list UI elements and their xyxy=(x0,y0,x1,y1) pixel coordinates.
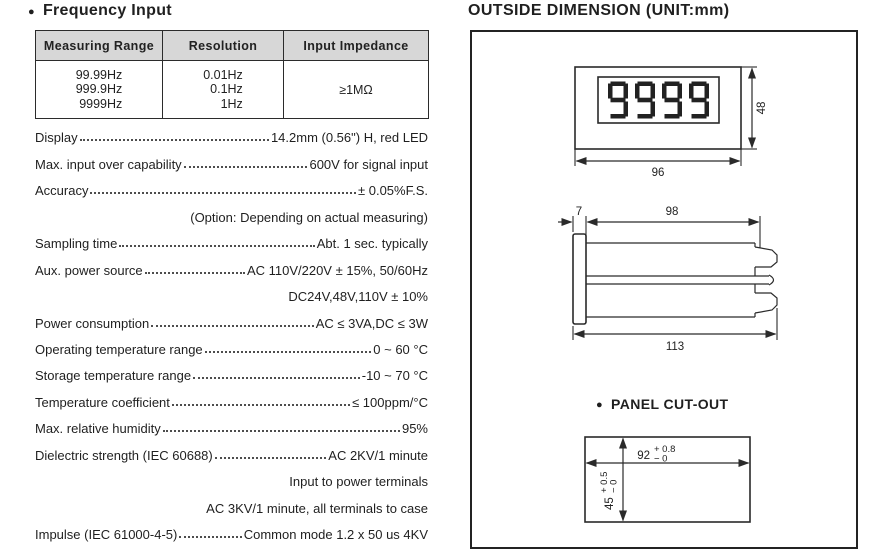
dimension-drawing-box xyxy=(470,30,858,549)
spec-row-dielectric-note1 xyxy=(35,468,428,494)
dim-label-45: 45 xyxy=(604,497,616,510)
section-title-text: Frequency Input xyxy=(42,2,172,19)
dotted-leader xyxy=(80,139,269,141)
spec-row-impulse xyxy=(35,521,428,547)
dim-label-96: 96 xyxy=(651,167,665,179)
range-1: 99.99Hz xyxy=(75,67,123,82)
panel-cutout-title-text: PANEL CUT-OUT xyxy=(611,396,729,412)
dim-label-48: 48 xyxy=(756,101,768,115)
range-3: 9999Hz xyxy=(79,96,123,111)
header-measuring-range: Measuring Range xyxy=(36,31,163,61)
spec-row-power-consumption xyxy=(35,309,428,335)
range-2: 999.9Hz xyxy=(75,82,123,97)
front-view-drawing xyxy=(575,67,768,179)
body-outline xyxy=(586,243,755,317)
spec-value: 14.2mm (0.56") H, red LED xyxy=(270,130,428,146)
spec-row-sampling-time xyxy=(35,230,428,256)
spec-value: 0 ~ 60 °C xyxy=(373,341,428,357)
spec-row-storage-temp xyxy=(35,362,428,388)
spec-label: Max. input over capability xyxy=(35,156,182,172)
spec-label: Accuracy xyxy=(35,183,89,199)
table-header-row xyxy=(36,31,429,61)
terminal-bump xyxy=(769,275,774,285)
dotted-leader xyxy=(215,457,327,459)
dim-label-98: 98 xyxy=(665,206,679,218)
spec-label: Impulse (IEC 61000-4-5) xyxy=(35,527,178,542)
header-input-impedance: Input Impedance xyxy=(284,31,429,61)
section-title-panel-cutout xyxy=(596,396,729,412)
terminal-strip xyxy=(586,276,769,284)
spec-row-display xyxy=(35,124,428,150)
spec-value: AC 3KV/1 minute, all terminals to case xyxy=(206,500,428,516)
spec-value: 95% xyxy=(401,421,428,437)
resolution-1: 0.01Hz xyxy=(203,67,243,82)
dotted-leader xyxy=(205,351,372,353)
frequency-input-table xyxy=(35,30,429,119)
spec-value: ± 0.05%F.S. xyxy=(357,183,428,199)
spec-row-accuracy-option xyxy=(35,203,428,229)
dotted-leader xyxy=(172,404,350,406)
dotted-leader xyxy=(90,192,356,194)
spec-value: 600V for signal input xyxy=(309,156,428,172)
dim-label-45-tol-plus: + 0.5 xyxy=(599,471,610,493)
spec-row-accuracy xyxy=(35,177,428,203)
spec-row-max-input xyxy=(35,150,428,176)
dotted-leader xyxy=(119,245,314,247)
bezel-side xyxy=(573,234,586,324)
spec-label: Storage temperature range xyxy=(35,368,192,384)
dim-label-92-tol-plus: + 0.8 xyxy=(654,444,676,455)
spec-row-dielectric xyxy=(35,441,428,467)
spec-value: DC24V,48V,110V ± 10% xyxy=(288,289,428,305)
side-view-drawing xyxy=(558,206,777,353)
clip-tab-bottom xyxy=(755,293,777,313)
bullet-icon: ● xyxy=(596,398,604,411)
cell-measuring-range xyxy=(36,61,163,119)
spec-label: Operating temperature range xyxy=(35,341,203,357)
cell-input-impedance: ≥1MΩ xyxy=(284,61,429,119)
dimension-drawings xyxy=(472,32,856,547)
spec-value: ≤ 100ppm/°C xyxy=(352,394,428,410)
dim-label-92: 92 xyxy=(637,450,650,462)
bullet-icon: ● xyxy=(28,5,35,18)
dim-label-92-tol-minus: − 0 xyxy=(654,453,668,465)
header-resolution: Resolution xyxy=(163,31,284,61)
dotted-leader xyxy=(145,272,245,274)
spec-row-temp-coefficient xyxy=(35,388,428,414)
cell-resolution xyxy=(163,61,284,119)
spec-label: Sampling time xyxy=(35,236,118,252)
clip-tab-top xyxy=(755,247,777,267)
spec-row-aux-power-dc xyxy=(35,283,428,309)
panel-cutout-drawing xyxy=(585,437,750,522)
dotted-leader xyxy=(179,536,241,538)
spec-label: Aux. power source xyxy=(35,262,143,278)
spec-value: (Option: Depending on actual measuring) xyxy=(190,209,428,225)
spec-value: AC ≤ 3VA,DC ≤ 3W xyxy=(315,315,428,331)
dim-label-7: 7 xyxy=(575,206,583,218)
section-title-outside-dimension: OUTSIDE DIMENSION (UNIT:mm) xyxy=(468,2,730,19)
resolution-2: 0.1Hz xyxy=(210,82,243,97)
spec-value: Common mode 1.2 x 50 us 4KV xyxy=(243,527,428,542)
spec-row-dielectric-note2 xyxy=(35,494,428,520)
spec-row-operating-temp xyxy=(35,336,428,362)
spec-label: Dielectric strength (IEC 60688) xyxy=(35,447,213,463)
dotted-leader xyxy=(193,377,360,379)
spec-row-aux-power xyxy=(35,256,428,282)
section-title-frequency-input xyxy=(28,2,172,20)
spec-value: AC 2KV/1 minute xyxy=(328,447,428,463)
spec-label: Power consumption xyxy=(35,315,150,331)
spec-list xyxy=(35,124,428,547)
spec-label: Max. relative humidity xyxy=(35,421,161,437)
dim-label-45-tol-minus: − 0 xyxy=(608,479,620,493)
dotted-leader xyxy=(184,166,308,168)
spec-value: AC 110V/220V ± 15%, 50/60Hz xyxy=(246,262,428,278)
spec-label: Temperature coefficient xyxy=(35,394,170,410)
spec-value: -10 ~ 70 °C xyxy=(361,368,428,384)
dotted-leader xyxy=(151,325,314,327)
table-body-row xyxy=(36,61,429,119)
dim-label-113: 113 xyxy=(665,341,685,353)
spec-label: Display xyxy=(35,130,78,146)
spec-value: Abt. 1 sec. typically xyxy=(316,236,428,252)
spec-row-humidity xyxy=(35,415,428,441)
spec-value: Input to power terminals xyxy=(289,474,428,490)
resolution-3: 1Hz xyxy=(220,96,243,111)
dotted-leader xyxy=(163,430,400,432)
